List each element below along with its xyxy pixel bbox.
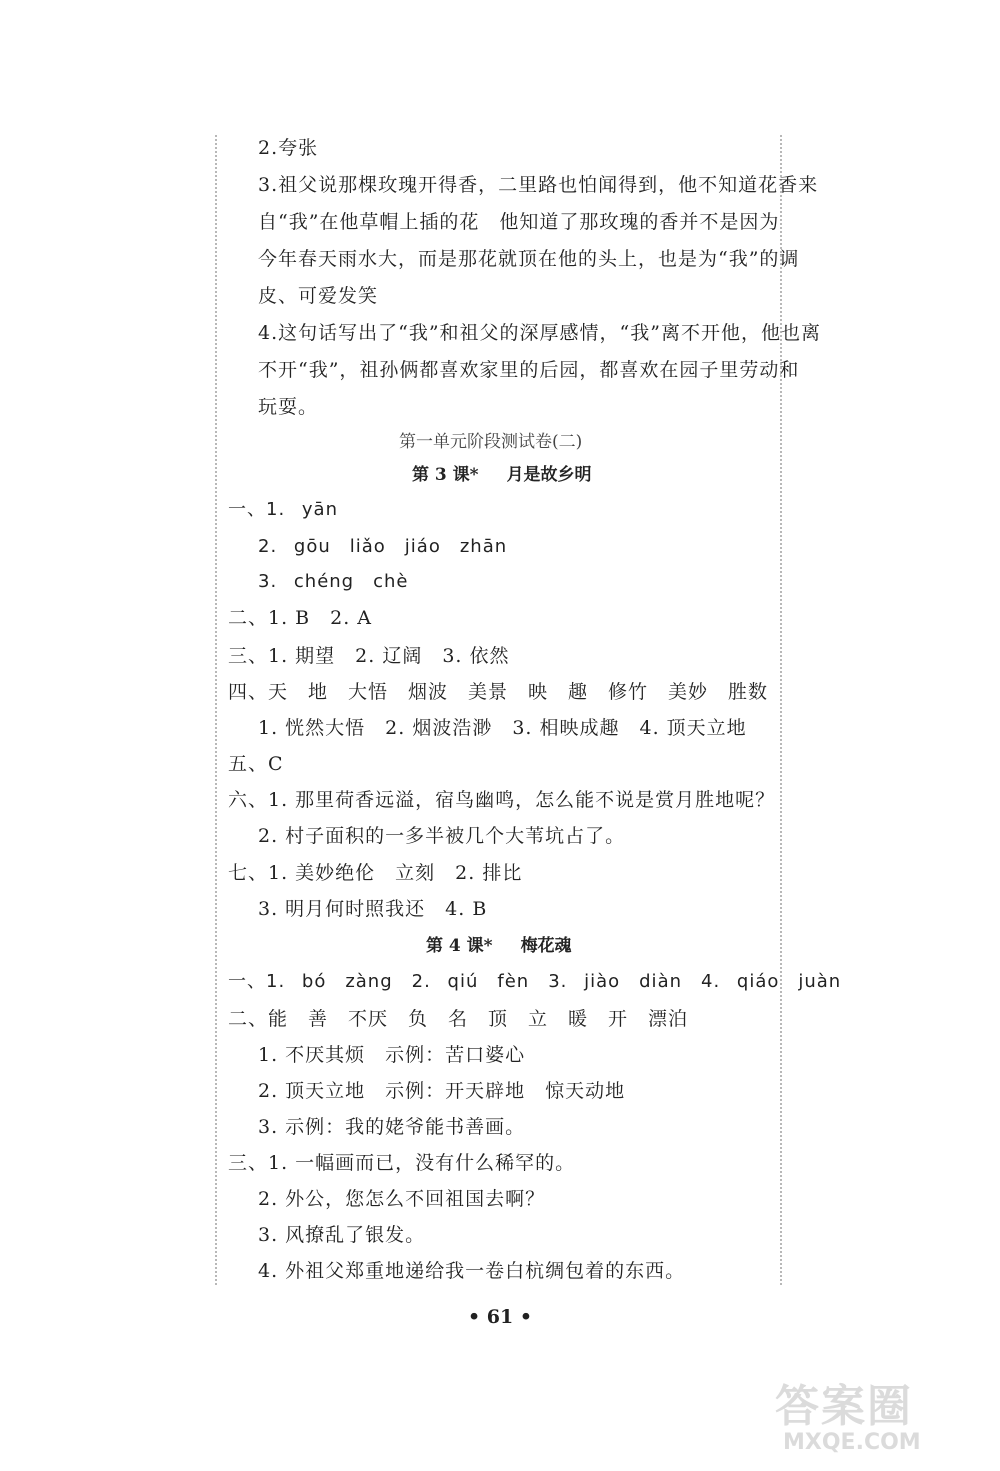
answer-line: 一、1. yān [228, 499, 338, 520]
left-margin-dotted-line [215, 135, 217, 1285]
answer-line: 2. 顶天立地 示例：开天辟地 惊天动地 [258, 1080, 626, 1102]
answer-line: 一、1. bó zàng 2. qiú fèn 3. jiào diàn 4. qiáo juàn [228, 971, 842, 992]
lesson-3-heading [412, 463, 592, 487]
watermark-site: MXQE.COM [783, 1430, 921, 1455]
answer-line: 七、1. 美妙绝伦 立刻 2. 排比 [228, 862, 523, 884]
answer-line: 三、1. 期望 2. 辽阔 3. 依然 [228, 645, 510, 667]
answer-line: 二、1. B 2. A [228, 607, 373, 629]
answer-line: 四、天 地 大悟 烟波 美景 映 趣 修竹 美妙 胜数 [228, 681, 769, 703]
answer-line: 自“我”在他草帽上插的花 他知道了那玫瑰的香并不是因为 [258, 211, 780, 233]
section-title: 第一单元阶段测试卷(二) [399, 432, 583, 452]
answer-line: 玩耍。 [258, 396, 319, 418]
watermark-brand: 答案圈 [775, 1381, 913, 1432]
answer-line: 今年春天雨水大，而是那花就顶在他的头上，也是为“我”的调 [258, 248, 800, 270]
answer-line: 3. 明月何时照我还 4. B [258, 898, 488, 920]
answer-line: 4.这句话写出了“我”和祖父的深厚感情，“我”离不开他，他也离 [258, 322, 821, 344]
answer-line: 不开“我”，祖孙俩都喜欢家里的后园，都喜欢在园子里劳动和 [258, 359, 800, 381]
answer-line: 1. 恍然大悟 2. 烟波浩渺 3. 相映成趣 4. 顶天立地 [258, 717, 747, 739]
answer-line: 3. chéng chè [258, 571, 409, 592]
lesson-3-title: 月是故乡明 [506, 465, 592, 485]
answer-line: 二、能 善 不厌 负 名 顶 立 暖 开 漂泊 [228, 1008, 689, 1030]
answer-line: 皮、可爱发笑 [258, 285, 379, 307]
lesson-3-label: 第 3 课* [412, 465, 479, 485]
answer-line: 3. 示例：我的姥爷能书善画。 [258, 1116, 526, 1138]
answer-line: 2.夸张 [258, 137, 319, 159]
answer-line: 4. 外祖父郑重地递给我一卷白杭绸包着的东西。 [258, 1260, 686, 1282]
answer-line: 1. 不厌其烦 示例：苦口婆心 [258, 1044, 526, 1066]
answer-line: 2. gōu liǎo jiáo zhān [258, 536, 508, 557]
lesson-4-title: 梅花魂 [520, 936, 572, 956]
watermark-logo [775, 1370, 985, 1465]
answer-line: 五、C [228, 753, 284, 775]
answer-line: 三、1. 一幅画而已，没有什么稀罕的。 [228, 1152, 576, 1174]
answer-line: 3.祖父说那棵玫瑰开得香，二里路也怕闻得到，他不知道花香来 [258, 174, 819, 196]
lesson-4-heading [426, 934, 572, 958]
right-margin-dotted-line [780, 135, 782, 1285]
answer-line: 3. 风撩乱了银发。 [258, 1224, 426, 1246]
answer-line: 2. 村子面积的一多半被几个大苇坑占了。 [258, 825, 626, 847]
page-number: • 61 • [468, 1306, 532, 1328]
lesson-4-label: 第 4 课* [426, 936, 493, 956]
answer-line: 六、1. 那里荷香远溢，宿鸟幽鸣，怎么能不说是赏月胜地呢？ [228, 789, 776, 811]
answer-line: 2. 外公，您怎么不回祖国去啊？ [258, 1188, 546, 1210]
